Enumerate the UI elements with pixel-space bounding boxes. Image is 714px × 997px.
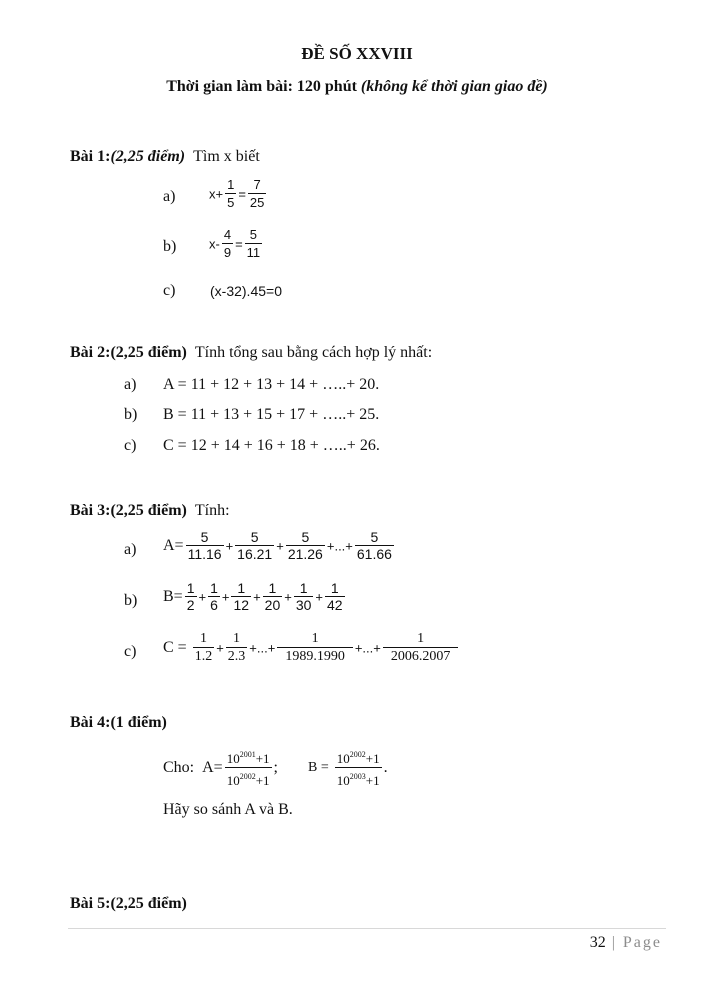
fraction: $\frac{10^{2001}+1}{10^{2002}+1}$ (226, 750, 270, 788)
bai3-c-label: c) (124, 643, 137, 660)
bai2-c-expr: C = 12 + 14 + 16 + 18 + …..+ 26. (163, 437, 380, 454)
fraction: $\frac{1}{42}$ (327, 580, 343, 613)
page-number: 32 (589, 934, 606, 951)
page-footer: 32 | Page (589, 934, 662, 951)
fraction: $\frac{1}{2006.2007}$ (383, 632, 459, 664)
bai3-b-label: b) (124, 592, 138, 609)
bai3-a-expr: A= $\frac{5}{11.16}$ + $\frac{5}{16.21}$ + $\frac{5}{21.26}$ +...+ $\frac{5}{61.66}$ (163, 529, 392, 562)
page-subtitle (0, 78, 714, 96)
fraction: $\frac{1}{20}$ (264, 580, 281, 613)
fraction: $\frac{5}{16.21}$ (237, 529, 273, 562)
subtitle-note: (không kể thời gian giao đề) (360, 78, 548, 95)
bai3-title: Bài 3:(2,25 điểm) (70, 502, 187, 519)
bai5-heading: Bài 5:(2,25 điểm) (70, 895, 187, 912)
bai1-b-label: b) (163, 238, 177, 255)
bai4-expr: Cho: A= $\frac{10^{2001}+1}{10^{2002}+1}$ ; B = $\frac{10^{2002}+1}{10^{2003}+1}$ . (163, 750, 388, 788)
bai2-instruction: Tính tổng sau bằng cách hợp lý nhất: (194, 344, 433, 361)
bai1-c-label: c) (163, 282, 176, 299)
fraction: $\frac{5}{61.66}$ (356, 529, 392, 562)
fraction: $\frac{1}{30}$ (295, 580, 312, 613)
footer-divider (68, 928, 666, 929)
bai4-cho: Cho: (163, 759, 195, 776)
fraction: $\frac{1}{1.2}$ (194, 631, 213, 664)
fraction: $\frac{1}{1989.1990}$ (277, 632, 353, 664)
bai1-heading (70, 148, 260, 166)
bai4-question: Hãy so sánh A và B. (163, 801, 293, 818)
fraction: $\frac{1}{2}$ (186, 580, 195, 613)
bai1-b-expr: x- $\frac{4}{9}$ = $\frac{5}{11}$ (209, 227, 261, 260)
bai2-a-label: a) (124, 376, 137, 393)
bai3-a-label: a) (124, 541, 137, 558)
bai2-heading (70, 344, 432, 362)
bai2-a-expr: A = 11 + 12 + 13 + 14 + …..+ 20. (163, 376, 380, 393)
page-word: Page (622, 934, 662, 951)
bai1-a-expr: x+ $\frac{1}{5}$ = $\frac{7}{25}$ (209, 177, 265, 210)
fraction: $\frac{5}{21.26}$ (287, 529, 323, 562)
page-title: ĐỀ SỐ XXVIII (301, 44, 413, 63)
bai1-a-lhs: x+ (209, 186, 224, 202)
bai3-instruction: Tính: (194, 502, 230, 519)
bai3-b-expr: B= $\frac{1}{2}$ + $\frac{1}{6}$ + $\frac{1}{12}$ + $\frac{1}{20}$ + $\frac{1}{30}$ + $\frac{1}{42}$ (163, 580, 343, 613)
fraction: $\frac{1}{6}$ (210, 580, 218, 613)
bai2-b-expr: B = 11 + 13 + 15 + 17 + …..+ 25. (163, 406, 380, 423)
bai3-heading (70, 502, 230, 520)
bai2-b-label: b) (124, 406, 138, 423)
fraction: $\frac{10^{2002}+1}{10^{2003}+1}$ (336, 750, 380, 788)
fraction: $\frac{1}{5}$ (227, 177, 235, 210)
bai3-c-expr: C = $\frac{1}{1.2}$ + $\frac{1}{2.3}$ +...+ $\frac{1}{1989.1990}$ +...+ $\frac{1}{2006.2007}$ (163, 632, 460, 664)
fraction: $\frac{1}{12}$ (233, 580, 250, 613)
fraction: $\frac{7}{25}$ (249, 177, 265, 210)
bai1-instruction: Tìm x biết (193, 148, 260, 165)
fraction: $\frac{4}{9}$ (223, 227, 232, 260)
fraction: $\frac{5}{11.16}$ (187, 529, 222, 562)
bai1-c-expr: (x-32).45=0 (210, 283, 282, 299)
bai1-points: (2,25 điểm) (110, 148, 186, 165)
bai1-title: Bài 1: (70, 148, 111, 165)
fraction: $\frac{5}{11}$ (246, 227, 261, 260)
subtitle-main: Thời gian làm bài: 120 phút (166, 78, 361, 95)
fraction: $\frac{1}{2.3}$ (227, 631, 246, 664)
bai1-a-label: a) (163, 188, 176, 205)
bai4-heading: Bài 4:(1 điểm) (70, 714, 167, 731)
bai2-c-label: c) (124, 437, 137, 454)
bai2-title: Bài 2:(2,25 điểm) (70, 344, 187, 361)
